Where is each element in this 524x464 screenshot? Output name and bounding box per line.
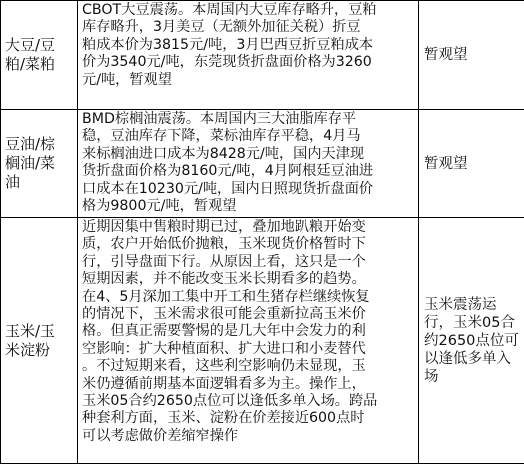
analysis-text: 格为9800元/吨，暂观望 — [82, 198, 237, 215]
category-text: 豆油/棕 — [5, 135, 56, 153]
analysis-text: 库存略升，3月美豆（无额外加征关税）折豆 — [82, 19, 361, 36]
category-cell — [1, 110, 78, 218]
view-text: 约2650点位可 — [424, 332, 519, 349]
category-text: 粕/菜粕 — [5, 55, 56, 73]
table-row — [1, 1, 524, 110]
analysis-text: 粕成本价为3815元/吨，3月巴西豆折豆粕成本 — [82, 36, 374, 53]
analysis-text: 空影响：扩大种植面积、扩大进口和小麦替代 — [82, 340, 366, 357]
analysis-text: 玉米05合约2650点位可以逢低多单入场。跨品 — [82, 393, 378, 410]
view-text: 场 — [424, 368, 439, 385]
analysis-cell — [78, 110, 419, 218]
view-text: 以逢低多单入 — [424, 350, 511, 367]
analysis-text: 来标榈油进口成本为8428元/吨，国内天津现 — [82, 145, 365, 162]
analysis-text: 米仍遵循前期基本面逻辑看多为主。操作上， — [82, 375, 366, 392]
category-text: 油 — [5, 173, 21, 191]
analysis-text: 在4、5月深加工集中开工和生猪存栏继续恢复 — [82, 288, 370, 305]
table-row — [1, 110, 524, 218]
analysis-text: 的情况下，玉米需求很可能会重新拉高玉米价 — [82, 306, 366, 323]
analysis-text: 质，农户开始低价抛粮，玉米现货价格暂时下 — [82, 236, 366, 253]
analysis-text: 种套利方面，玉米、淀粉在价差接近600点时 — [82, 410, 365, 427]
view-text: 玉米震荡运 — [424, 296, 497, 313]
analysis-cell — [78, 218, 419, 464]
view-text: 暂观望 — [424, 47, 468, 63]
analysis-cell — [78, 1, 419, 110]
view-cell — [419, 218, 524, 464]
analysis-text: 行，引导盘面下行。从原因上看，这只是一个 — [82, 253, 366, 270]
analysis-text: 元/吨，暂观望 — [82, 71, 172, 88]
analysis-text: 可以考虑做价差缩窄操作 — [82, 427, 239, 444]
category-text: 榈油/菜 — [5, 154, 56, 172]
table-row — [1, 218, 524, 464]
analysis-text: 格。但真正需要警惕的是几大年中会发力的利 — [82, 323, 366, 340]
analysis-text: CBOT大豆震荡。本周国内大豆库存略升，豆粕 — [82, 2, 377, 18]
analysis-text: 口成本在10230元/吨，国内日照现货折盘面价 — [82, 180, 374, 197]
view-cell — [419, 110, 524, 218]
analysis-text: 货折盘面价格为8160元/吨，4月阿根廷豆油进 — [82, 163, 374, 180]
category-cell — [1, 218, 78, 464]
analysis-text: 稳，豆油库存下降，菜标油库存平稳，4月马 — [82, 128, 361, 145]
view-cell — [419, 1, 524, 110]
view-text: 暂观望 — [424, 155, 468, 172]
analysis-text: 近期因集中售粮时期已过，叠加地趴粮开始变 — [82, 219, 366, 235]
analysis-text: BMD棕榈油震荡。本周国内三大油脂库存平 — [82, 111, 357, 127]
analysis-text: 。不过短期来看，这些利空影响仍未显现，玉 — [82, 358, 366, 375]
view-text: 行，玉米05合 — [424, 314, 515, 331]
category-text: 米淀粉 — [5, 340, 51, 359]
analysis-text: 短期因素，并不能改变玉米长期看多的趋势。 — [82, 271, 366, 288]
analysis-text: 价为3540元/吨，东莞现货折盘面价格为3260 — [82, 54, 372, 71]
category-text: 玉米/玉 — [5, 321, 56, 340]
category-cell — [1, 1, 78, 110]
category-text: 大豆/豆 — [5, 36, 56, 54]
